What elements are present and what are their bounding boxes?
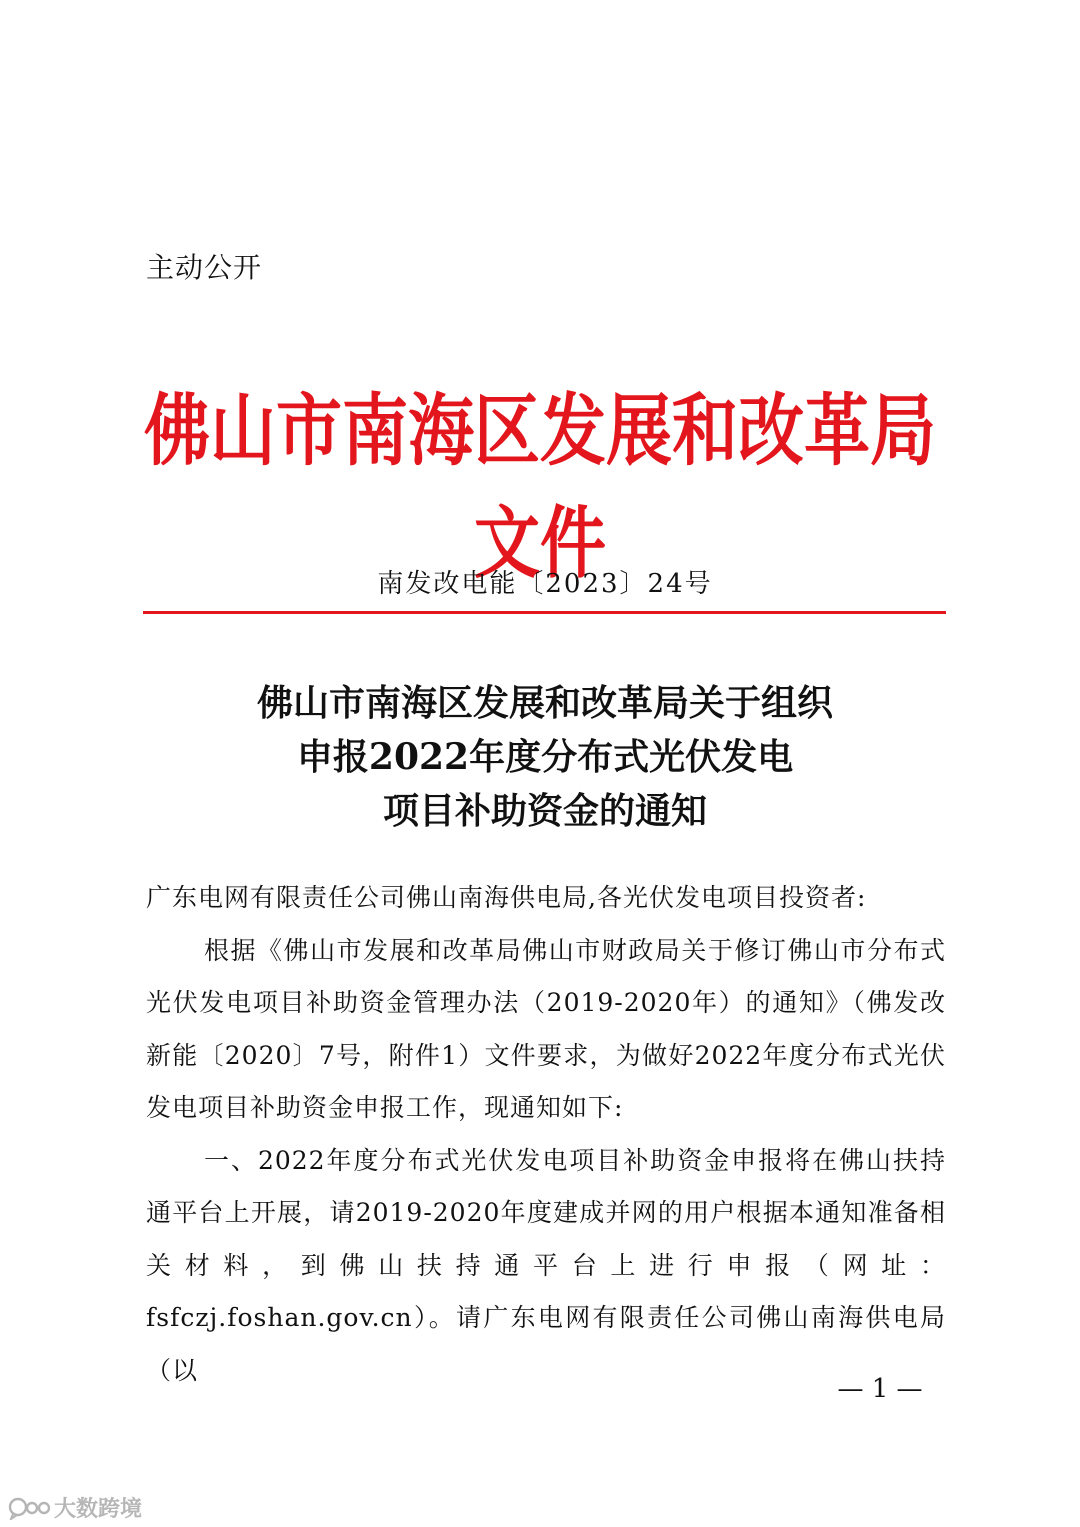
title-line-2: 申报2022年度分布式光伏发电 bbox=[296, 736, 794, 778]
disclosure-label: 主动公开 bbox=[146, 251, 263, 284]
body-paragraph-2: 一、2022年度分布式光伏发电项目补助资金申报将在佛山扶持通平台上开展，请2019-2020年度建成并网的用户根据本通知准备相关材料，到佛山扶持通平台上进行申报（网址：fsfczj.foshan.gov.cn）。请广东电网有限责任公司佛山南海供电局（以 bbox=[146, 1145, 946, 1385]
watermark bbox=[8, 1492, 142, 1523]
chat-bubble-logo-icon bbox=[8, 1496, 50, 1520]
document-number: 南发改电能〔2023〕24号 bbox=[377, 569, 713, 599]
page-number: — 1 — bbox=[837, 1374, 923, 1404]
addressee: 广东电网有限责任公司佛山南海供电局,各光伏发电项目投资者: bbox=[146, 883, 867, 912]
title-line-3: 项目补助资金的通知 bbox=[382, 790, 707, 832]
watermark-text: 大数跨境 bbox=[54, 1497, 143, 1522]
body-paragraph-1: 根据《佛山市发展和改革局佛山市财政局关于修订佛山市分布式光伏发电项目补助资金管理办法（2019-2020年）的通知》（佛发改新能〔2020〕7号，附件1）文件要求，为做好2022年度分布式光伏发电项目补助资金申报工作，现通知如下: bbox=[146, 935, 946, 1122]
issuer-heading: 佛山市南海区发展和改革局文件 bbox=[144, 385, 936, 589]
red-separator-line bbox=[143, 611, 946, 614]
notice-title bbox=[140, 676, 950, 838]
notice-body bbox=[146, 872, 946, 1397]
title-line-1: 佛山市南海区发展和改革局关于组织 bbox=[256, 682, 833, 724]
